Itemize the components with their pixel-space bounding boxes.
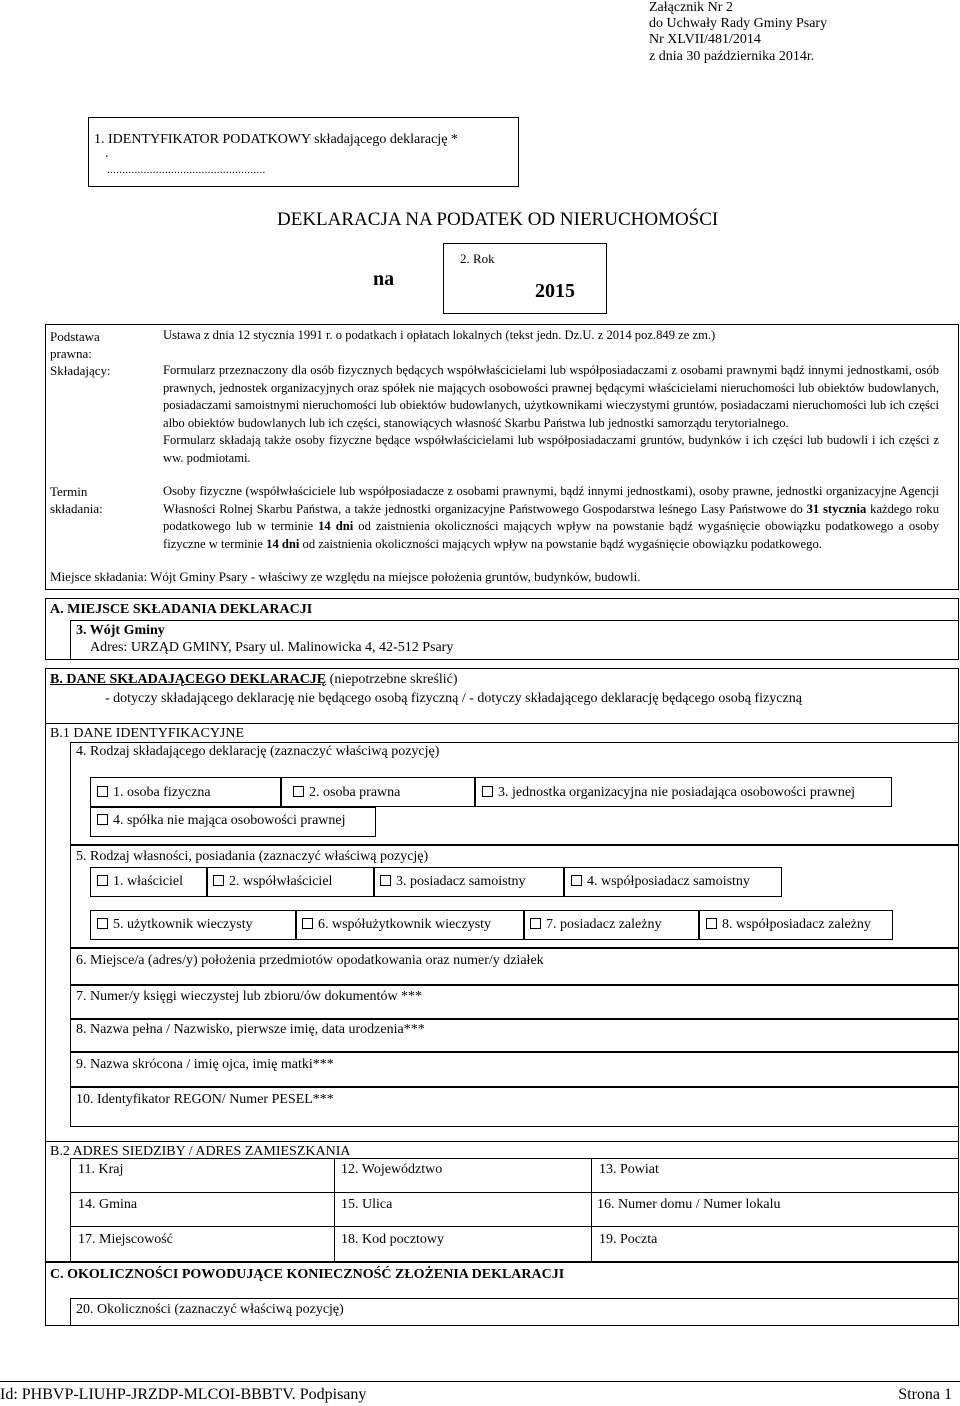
checkbox[interactable]: [97, 814, 108, 825]
checkbox[interactable]: [530, 918, 541, 929]
option-label: 5. użytkownik wieczysty: [113, 917, 253, 932]
filer-text-2: Formularz składają także osoby fizyczne będące współwłaścicielami lub współposiadaczami gruntów, budynków i ich części lub budowli i ich części z ww. podmiotami.: [163, 433, 939, 465]
checkbox[interactable]: [213, 875, 224, 886]
deadline-days-1: 14 dni: [318, 519, 354, 533]
b1-divider: [45, 723, 959, 724]
b2-divider: [45, 1141, 959, 1142]
filer-description: [163, 362, 939, 467]
option-label: 6. współużytkownik wieczysty: [318, 917, 492, 932]
option-label: 7. posiadacz zależny: [546, 917, 662, 932]
address-grid: [70, 1158, 959, 1262]
na-label: na: [373, 268, 395, 290]
checkbox[interactable]: [302, 918, 313, 929]
section-a-heading: A. MIEJSCE SKŁADANIA DEKLARACJI: [50, 602, 313, 617]
footer-rule: [0, 1381, 960, 1382]
tax-identifier-label: 1. IDENTYFIKATOR PODATKOWY składającego deklarację *: [94, 132, 458, 147]
section-b-subtitle: - dotyczy składającego deklarację nie będącego osobą fizyczną / - dotyczy składającego deklarację będącego osobą fizyczną: [105, 691, 802, 706]
commune-field[interactable]: 14. Gmina: [78, 1197, 138, 1212]
option-label: 4. spółka nie mająca osobowości prawnej: [113, 813, 346, 828]
basis-label-2: prawna:: [50, 346, 92, 361]
checkbox[interactable]: [706, 918, 717, 929]
deadline-description: [163, 483, 939, 553]
basis-label-1: Podstawa: [50, 329, 100, 344]
option-label: 1. właściciel: [113, 874, 183, 889]
year-label: 2. Rok: [460, 251, 495, 266]
address-row-divider: [70, 1192, 959, 1193]
field9-label: 9. Nazwa skrócona / imię ojca, imię matki***: [76, 1057, 334, 1072]
year-value: 2015: [535, 280, 575, 302]
tax-identifier-dots: ....................................................: [107, 164, 266, 176]
checkbox[interactable]: [380, 875, 391, 886]
option-label: 4. współposiadacz samoistny: [587, 874, 750, 889]
deadline-label-2: składania:: [50, 501, 103, 516]
b2-heading: B.2 ADRES SIEDZIBY / ADRES ZAMIESZKANIA: [50, 1144, 351, 1159]
option-label: 3. jednostka organizacyjna nie posiadająca osobowości prawnej: [498, 785, 856, 800]
tax-identifier-dot: .: [105, 146, 109, 161]
option-label: 3. posiadacz samoistny: [396, 874, 526, 889]
section-b-heading: [50, 672, 458, 688]
deadline-part-g: od zaistnienia okoliczności mających wpływ na powstanie bądź wygaśnięcie obowiązku podatkowego.: [299, 536, 822, 551]
filer-type-org-unit-option[interactable]: [482, 785, 855, 801]
county-field[interactable]: 13. Powiat: [599, 1162, 659, 1177]
deadline-label-1: Termin: [50, 484, 88, 499]
house-number-field[interactable]: 16. Numer domu / Numer lokalu: [597, 1197, 781, 1212]
voivodeship-field[interactable]: 12. Województwo: [341, 1162, 443, 1177]
field5-label: 5. Rodzaj własności, posiadania (zaznaczyć właściwą pozycję): [76, 849, 429, 864]
section-c-heading: C. OKOLICZNOŚCI POWODUJĄCE KONIECZNOŚĆ ZŁOŻENIA DEKLARACJI: [50, 1267, 565, 1282]
authority-address: Adres: URZĄD GMINY, Psary ul. Malinowicka 4, 42-512 Psary: [90, 640, 454, 655]
ownership-owner-option[interactable]: [97, 874, 183, 890]
attachment-line-2: do Uchwały Rady Gminy Psary: [649, 16, 828, 31]
ownership-co-perpetual-user-option[interactable]: [302, 917, 491, 933]
ownership-co-owner-option[interactable]: [213, 874, 332, 890]
section-b-heading-bold: B. DANE SKŁADAJĄCEGO DEKLARACJĘ: [50, 672, 327, 687]
deadline-days-2: 14 dni: [266, 536, 300, 551]
checkbox[interactable]: [97, 875, 108, 886]
ownership-possessor-option[interactable]: [380, 874, 525, 890]
checkbox[interactable]: [97, 786, 108, 797]
field4-label: 4. Rodzaj składającego deklarację (zaznaczyć właściwą pozycję): [76, 744, 440, 759]
option-label: 2. współwłaściciel: [229, 874, 333, 889]
field3-label: 3. Wójt Gminy: [76, 623, 165, 638]
checkbox[interactable]: [571, 875, 582, 886]
place-of-filing: Miejsce składania: Wójt Gminy Psary - właściwy ze względu na miejsce położenia gruntów, budynków, budowli.: [50, 569, 641, 584]
option-label: 8. współposiadacz zależny: [722, 917, 871, 932]
basis-text: Ustawa z dnia 12 stycznia 1991 r. o podatkach i opłatach lokalnych (tekst jedn. Dz.U. z 2014 poz.849 ze zm.): [163, 328, 716, 342]
address-row-divider: [70, 1226, 959, 1227]
filer-type-partnership-option[interactable]: [97, 813, 346, 829]
field8-label: 8. Nazwa pełna / Nazwisko, pierwsze imię, data urodzenia***: [76, 1022, 425, 1037]
checkbox[interactable]: [97, 918, 108, 929]
city-field[interactable]: 17. Miejscowość: [78, 1232, 173, 1247]
b1-heading: B.1 DANE IDENTYFIKACYJNE: [50, 726, 245, 741]
filer-label: Składający:: [50, 363, 111, 378]
post-office-field[interactable]: 19. Poczta: [599, 1232, 658, 1247]
postal-code-field[interactable]: 18. Kod pocztowy: [341, 1232, 445, 1247]
field10-label: 10. Identyfikator REGON/ Numer PESEL***: [76, 1092, 334, 1107]
field20-label: 20. Okoliczności (zaznaczyć właściwą pozycję): [76, 1302, 344, 1317]
filer-type-natural-person-option[interactable]: [97, 785, 211, 801]
option-label: 1. osoba fizyczna: [113, 785, 211, 800]
deadline-part-a: Osoby fizyczne (współwłaściciele lub współposiadacze z osobami prawnymi, bądź innymi jednostkami), osoby prawne, jednostki organizacyjne Agencji Własności Rolnej Skarbu Państwa, a także jednostki organizacyjne Państwowego Gospodarstwa leśnego Lasy Państwowe do: [163, 484, 939, 516]
deadline-part-e: od zaistnienia okoliczności mających wpływ na powstanie bądź wygaśnięcie obowiązku podatkowego a osoby fizyczne w terminie: [163, 519, 940, 551]
ownership-co-possessor-option[interactable]: [571, 874, 750, 890]
deadline-part-c: każdego roku podatkowego lub w terminie: [163, 501, 939, 533]
filer-type-legal-person-option[interactable]: [293, 785, 400, 801]
country-field[interactable]: 11. Kraj: [78, 1162, 124, 1177]
option-label: 2. osoba prawna: [309, 785, 401, 800]
page-title: DEKLARACJA NA PODATEK OD NIERUCHOMOŚCI: [277, 209, 719, 230]
checkbox[interactable]: [482, 786, 493, 797]
section-b-heading-note: (niepotrzebne skreślić): [326, 672, 458, 687]
attachment-line-3: Nr XLVII/481/2014: [649, 32, 761, 47]
filer-text-1: Formularz przeznaczony dla osób fizycznych będących współwłaścicielami lub współposiadaczami z osobami prawnymi bądź innymi jednostkami, osób prawnych, jednostek organizacyjnych oraz spółek nie mających osobowości prawnej będącymi właścicielami nieruchomości lub obiektów budowlanych, posiadaczami samoistnymi nieruchomości lub obiektów budowlanych, użytkownikami wieczystymi gruntów, posiadaczami nieruchomości lub ich części albo obiektów budowlanych lub ich części, stanowiących własność Skarbu Państwa lub jednostki samorządu terytorialnego.: [163, 363, 939, 430]
checkbox[interactable]: [293, 786, 304, 797]
ownership-dependent-co-possessor-option[interactable]: [706, 917, 871, 933]
deadline-date: 31 stycznia: [806, 501, 867, 516]
address-col-divider: [591, 1158, 592, 1262]
field6-label: 6. Miejsce/a (adres/y) położenia przedmiotów opodatkowania oraz numer/y działek: [76, 953, 544, 968]
year-box[interactable]: [443, 243, 607, 314]
tax-identifier-box[interactable]: [88, 117, 519, 187]
field7-label: 7. Numer/y księgi wieczystej lub zbioru/ów dokumentów ***: [76, 989, 423, 1004]
address-col-divider: [334, 1158, 335, 1262]
attachment-line-4: z dnia 30 października 2014r.: [649, 49, 815, 64]
street-field[interactable]: 15. Ulica: [341, 1197, 393, 1212]
deadline-text: [163, 483, 939, 553]
attachment-line-1: Załącznik Nr 2: [649, 0, 733, 15]
page-number: Strona 1: [898, 1386, 952, 1403]
ownership-perpetual-user-option[interactable]: [97, 917, 253, 933]
ownership-dependent-possessor-option[interactable]: [530, 917, 661, 933]
document-id: Id: PHBVP-LIUHP-JRZDP-MLCOI-BBBTV. Podpisany: [0, 1386, 367, 1403]
